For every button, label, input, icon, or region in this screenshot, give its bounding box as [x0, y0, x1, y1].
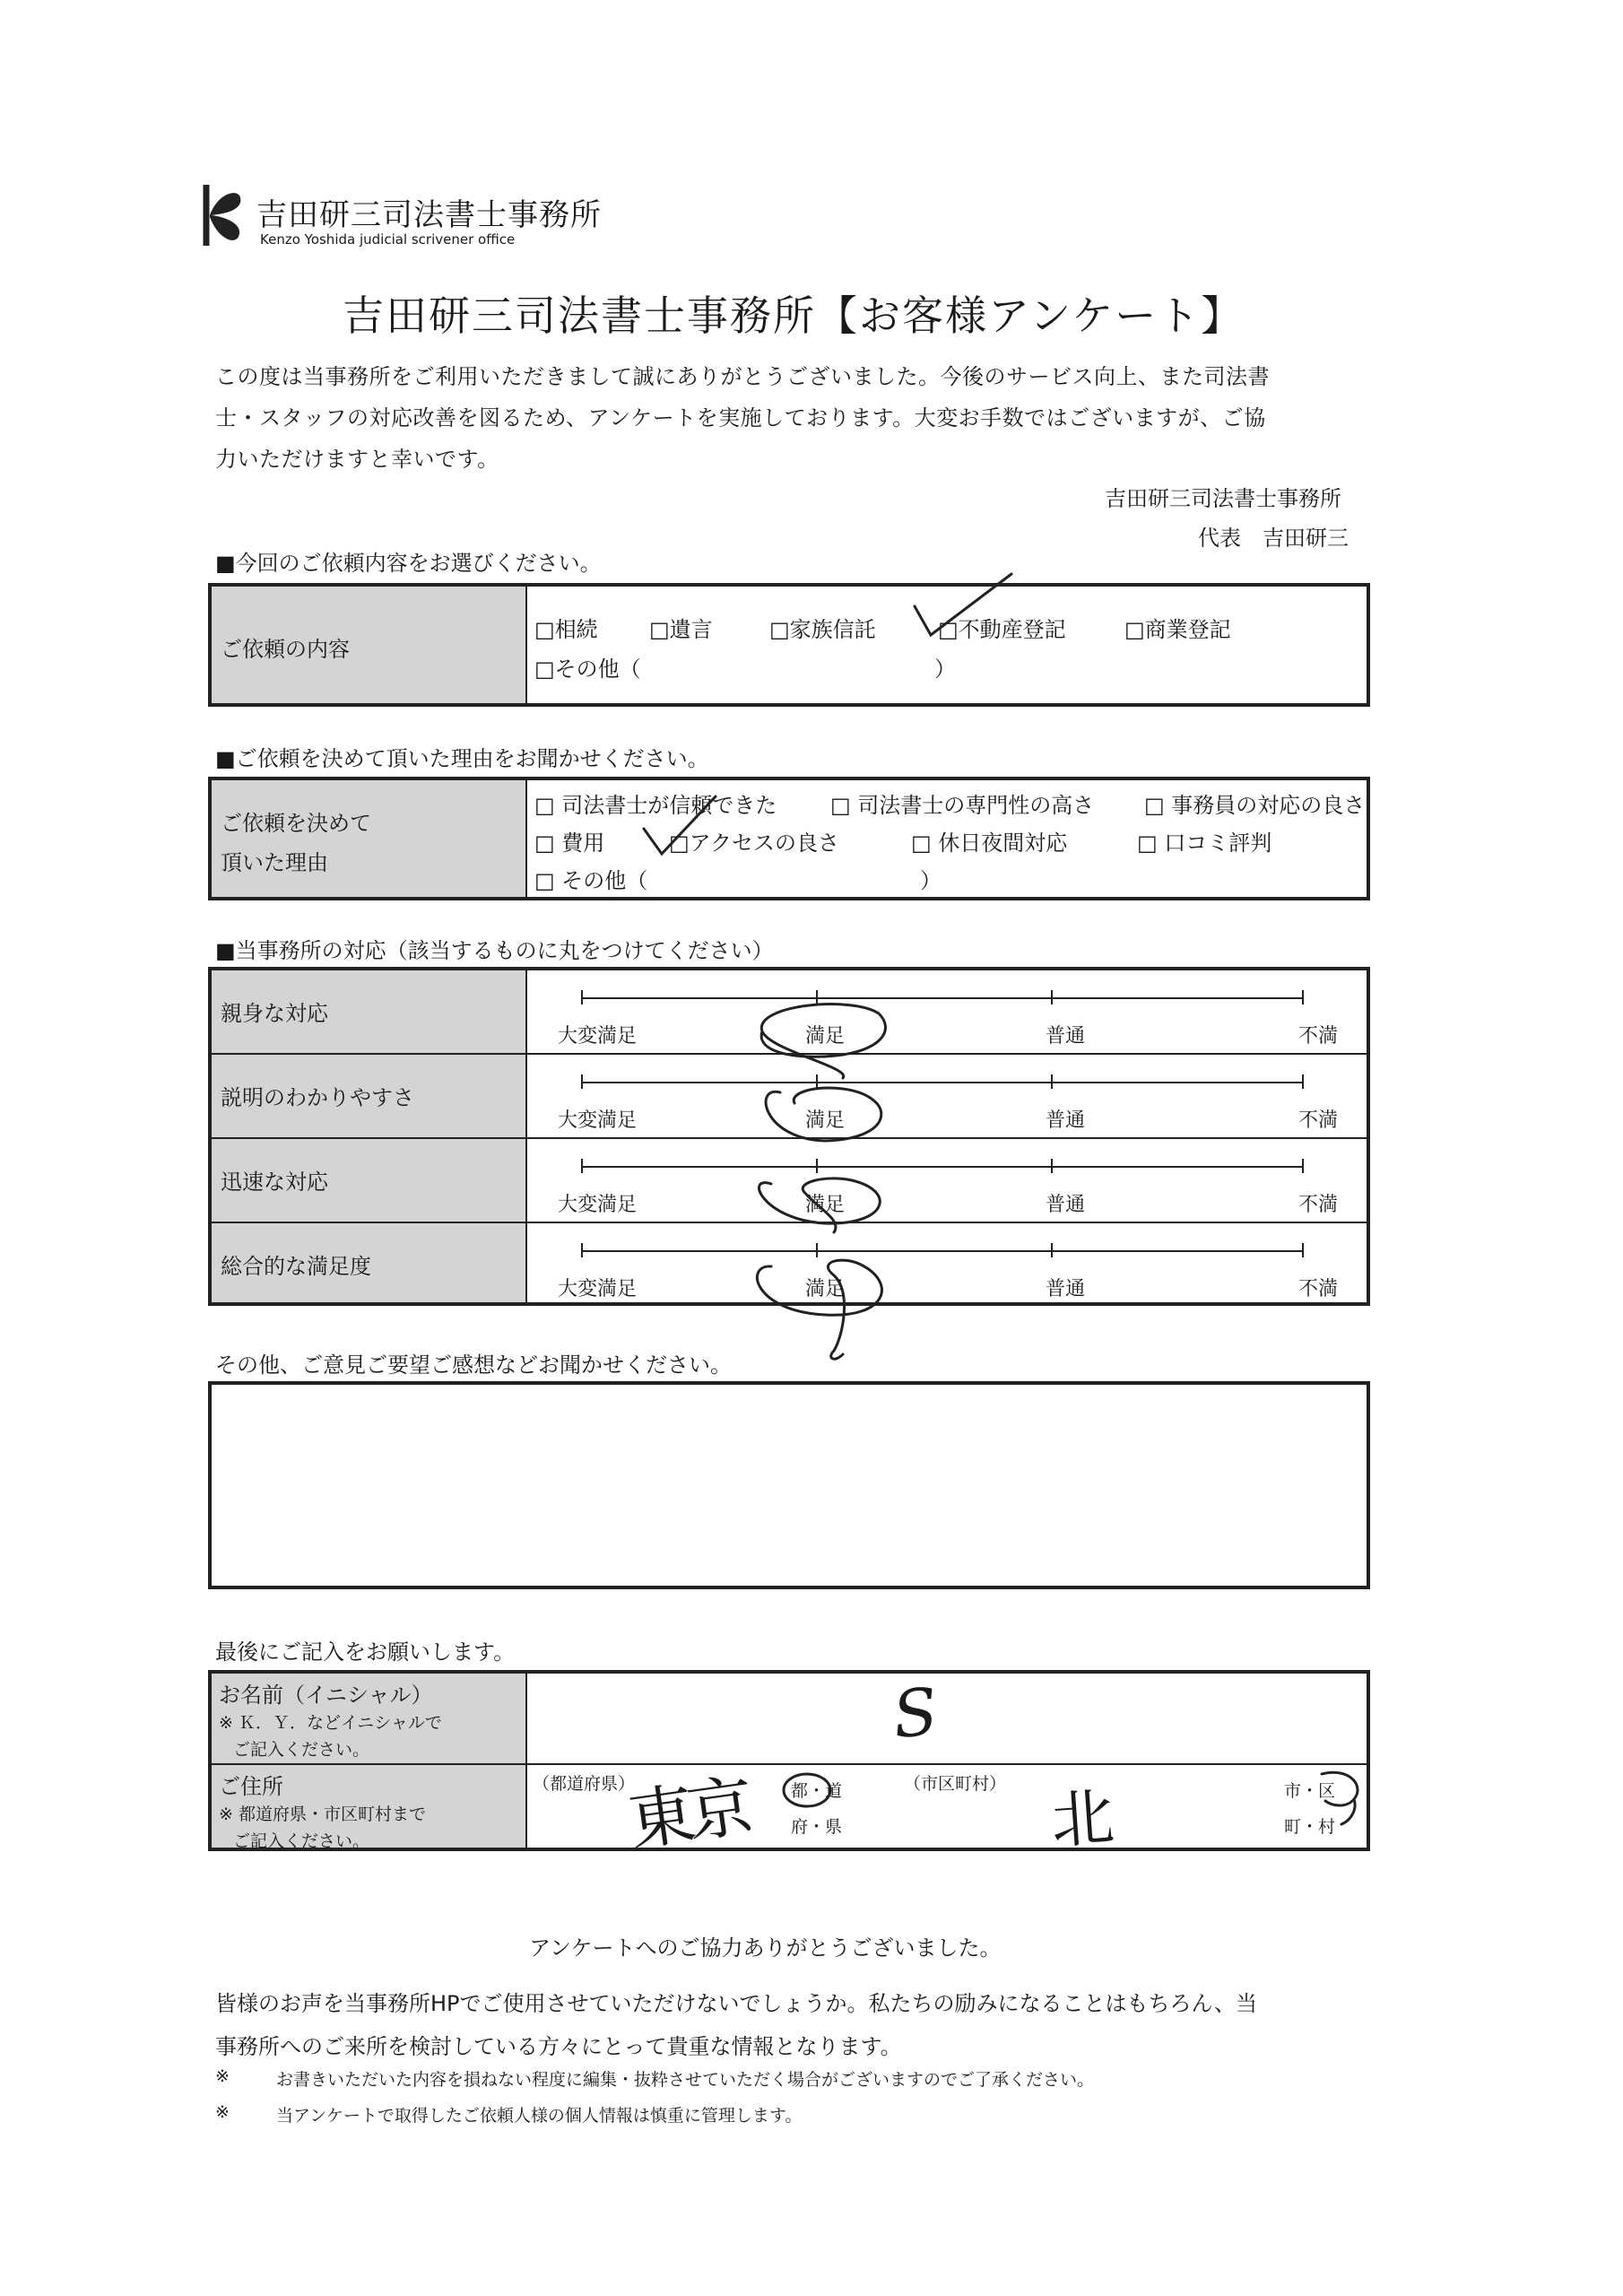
rating-label-attentive: 親身な対応	[221, 1001, 328, 1026]
reason-label-cell	[212, 780, 527, 897]
address-note-1: ※ 都道府県・市区町村まで	[219, 1805, 426, 1824]
address-label: ご住所	[219, 1774, 283, 1799]
city-suffix-2: 町・村	[1284, 1817, 1336, 1837]
request-type-label-cell	[212, 587, 527, 703]
page-title: 吉田研三司法書士事務所【お客様アンケート】	[343, 291, 1245, 340]
personal-info-table	[208, 1670, 1370, 1851]
signature-representative: 代表 吉田研三	[1198, 526, 1349, 551]
option-other-close: ）	[934, 657, 956, 682]
note-1-mark: ※	[215, 2066, 230, 2086]
section1-heading: ■今回のご依頼内容をお選びください。	[215, 551, 602, 576]
prefecture-value: 東京	[623, 1768, 752, 1861]
prefecture-label: （都道府県）	[533, 1774, 636, 1794]
option-expertise[interactable]: □ 司法書士の専門性の高さ	[830, 793, 1095, 818]
scale-satisfied[interactable]: 満足	[805, 1278, 846, 1300]
scale-tick	[1302, 1159, 1304, 1173]
option-trusted-scrivener[interactable]: □ 司法書士が信頼できた	[534, 793, 777, 818]
rating-label-clarity: 説明のわかりやすさ	[221, 1085, 414, 1110]
scale-tick	[1302, 1074, 1304, 1089]
scale-tick	[1051, 1074, 1053, 1089]
personal-info-row-divider	[212, 1763, 1367, 1765]
option-commercial-registration[interactable]: □商業登記	[1124, 617, 1231, 642]
section2-heading: ■ご依頼を決めて頂いた理由をお聞かせください。	[215, 746, 709, 771]
rating-label-overall: 総合的な満足度	[221, 1254, 371, 1279]
checkmark-real-estate-icon	[911, 570, 1019, 642]
request-line-1: 皆様のお声を当事務所HPでご使用させていただけないでしょうか。私たちの励みになることはもちろん、当	[215, 1991, 1257, 2016]
scale-dissatisfied[interactable]: 不満	[1298, 1194, 1339, 1216]
prefecture-suffix-2: 府・県	[791, 1817, 843, 1837]
office-name-en: Kenzo Yoshida judicial scrivener office	[260, 231, 516, 248]
section4-heading: その他、ご意見ご要望ご感想などお聞かせください。	[215, 1352, 732, 1378]
scale-very-satisfied[interactable]: 大変満足	[558, 1194, 638, 1216]
thanks-message: アンケートへのご協力ありがとうございました。	[529, 1935, 1002, 1961]
circle-to-icon	[780, 1770, 834, 1810]
scale-very-satisfied[interactable]: 大変満足	[558, 1109, 638, 1132]
scale-tick	[1302, 990, 1304, 1004]
scale-normal[interactable]: 普通	[1046, 1194, 1086, 1216]
option-other-reason-close: ）	[920, 868, 942, 893]
scale-tick	[1051, 990, 1053, 1004]
rating-scale-line	[581, 1250, 1302, 1252]
handwritten-circle-marks	[744, 996, 906, 1372]
scale-tick	[1051, 1159, 1053, 1173]
option-real-estate-registration[interactable]: □不動産登記	[938, 617, 1066, 642]
option-other[interactable]: □その他（	[534, 657, 641, 682]
section3-heading: ■当事務所の対応（該当するものに丸をつけてください）	[215, 938, 774, 963]
rating-label-speed: 迅速な対応	[221, 1170, 328, 1195]
scale-tick	[1051, 1243, 1053, 1257]
name-value: S	[889, 1673, 942, 1753]
scale-tick	[1302, 1243, 1304, 1257]
intro-line-3: 力いただけますと幸いです。	[215, 447, 499, 472]
option-word-of-mouth[interactable]: □ 口コミ評判	[1137, 831, 1272, 856]
note-2-mark: ※	[215, 2102, 230, 2122]
reason-table	[208, 777, 1370, 900]
address-note-2: ご記入ください。	[233, 1831, 370, 1851]
scale-very-satisfied[interactable]: 大変満足	[558, 1025, 638, 1048]
name-note-1: ※ Ｋ．Ｙ．などイニシャルで	[219, 1713, 442, 1733]
scale-tick	[581, 1243, 583, 1257]
name-note-2: ご記入ください。	[233, 1740, 370, 1760]
scale-tick	[581, 1159, 583, 1173]
note-1: お書きいただいた内容を損ねない程度に編集・抜粋させていただく場合がございますのでご了承ください。	[276, 2070, 1095, 2090]
scale-dissatisfied[interactable]: 不満	[1298, 1278, 1339, 1300]
circle-ku-icon	[1306, 1769, 1365, 1826]
option-will[interactable]: □遺言	[649, 617, 713, 642]
option-access[interactable]: □アクセスの良さ	[669, 831, 839, 856]
city-suffix-1: 市・区	[1284, 1781, 1336, 1801]
option-holiday-night[interactable]: □ 休日夜間対応	[911, 831, 1068, 856]
option-inheritance[interactable]: □相続	[534, 617, 598, 642]
scale-satisfied[interactable]: 満足	[805, 1025, 846, 1048]
rating-scale-line	[581, 1082, 1302, 1083]
option-staff-response[interactable]: □ 事務員の対応の良さ	[1144, 793, 1366, 818]
reason-label-line-1: ご依頼を決めて	[221, 811, 371, 836]
section5-heading: 最後にご記入をお願いします。	[215, 1639, 516, 1665]
scale-normal[interactable]: 普通	[1046, 1109, 1086, 1132]
intro-line-1: この度は当事務所をご利用いただきまして誠にありがとうございました。今後のサービス向上、また司法書	[215, 364, 1270, 389]
scale-dissatisfied[interactable]: 不満	[1298, 1025, 1339, 1048]
checkmark-access-icon	[640, 793, 721, 865]
note-2: 当アンケートで取得したご依頼人様の個人情報は慎重に管理します。	[276, 2106, 803, 2126]
option-other-reason[interactable]: □ その他（	[534, 868, 648, 893]
option-family-trust[interactable]: □家族信託	[769, 617, 876, 642]
request-type-table	[208, 583, 1370, 707]
office-logo-icon	[199, 181, 249, 249]
scale-tick	[581, 1074, 583, 1089]
prefecture-suffix-1: 都・道	[791, 1781, 843, 1801]
scale-very-satisfied[interactable]: 大変満足	[558, 1278, 638, 1300]
request-type-label: ご依頼の内容	[221, 637, 350, 662]
scale-tick	[581, 990, 583, 1004]
intro-line-2: 士・スタッフの対応改善を図るため、アンケートを実施しております。大変お手数ではございますが、ご協	[215, 405, 1266, 430]
scale-normal[interactable]: 普通	[1046, 1278, 1086, 1300]
scale-dissatisfied[interactable]: 不満	[1298, 1109, 1339, 1132]
request-line-2: 事務所へのご来所を検討している方々にとって貴重な情報となります。	[215, 2034, 902, 2059]
rating-scale-line	[581, 1166, 1302, 1168]
scale-normal[interactable]: 普通	[1046, 1025, 1086, 1048]
city-label: （市区町村）	[904, 1774, 1007, 1794]
signature-office: 吉田研三司法書士事務所	[1105, 486, 1341, 511]
city-value: 北	[1048, 1779, 1117, 1858]
comment-box[interactable]	[208, 1381, 1370, 1589]
option-cost[interactable]: □ 費用	[534, 831, 605, 856]
office-name: 吉田研三司法書士事務所	[256, 197, 602, 233]
reason-label-line-2: 頂いた理由	[221, 850, 328, 875]
scale-satisfied[interactable]: 満足	[805, 1194, 846, 1216]
scale-satisfied[interactable]: 満足	[805, 1109, 846, 1132]
name-label: お名前（イニシャル）	[219, 1683, 433, 1708]
rating-scale-line	[581, 997, 1302, 999]
